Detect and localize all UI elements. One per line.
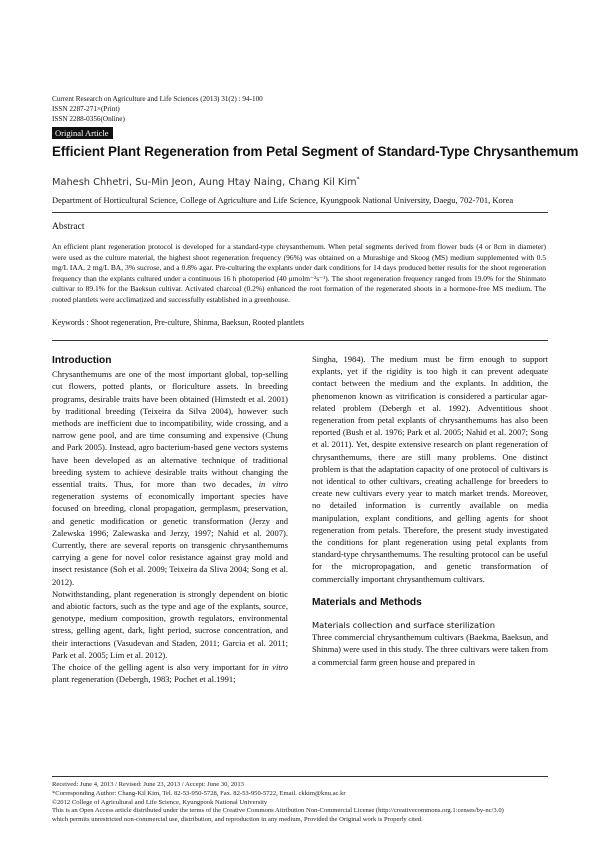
author-list: [52, 176, 360, 188]
issn-print: ISSN 2287-271×(Print): [52, 104, 120, 113]
affiliation: Department of Horticultural Science, College of Agriculture and Life Science, Kyungpook National University, Daegu, 702-701, Korea: [52, 195, 514, 205]
article-type-badge: Original Article: [52, 127, 113, 139]
corresponding-mark: *: [356, 176, 360, 183]
methods-paragraph-1: Three commercial chrysanthemum cultivars (Baekma, Baeksun, and Shinma) were used in this study. The three cultivars were taken from a commercial farm green house and prepared in: [312, 632, 548, 667]
right-column: [312, 353, 548, 668]
paper-title: Efficient Plant Regeneration from Petal Segment of Standard-Type Chrysanthemum: [52, 144, 579, 159]
keywords: Keywords : Shoot regeneration, Pre-culture, Shinma, Baeksun, Rooted plantlets: [52, 318, 305, 327]
author-names: Mahesh Chhetri, Su-Min Jeon, Aung Htay Naing, Chang Kil Kim: [52, 177, 357, 188]
footer-rule: [52, 776, 548, 777]
journal-citation: Current Research on Agriculture and Life Sciences (2013) 31(2) : 94-100: [52, 95, 263, 103]
intro-paragraph-2: Notwithstanding, plant regeneration is strongly dependent on biotic and abiotic factors, such as the type and age of the explants, source, genotype, medium composition, growth regulators, environmental stress, gelling agent, dark, light period, sucrose concentration, and their interactions (Vasudevan and Staden, 2011; Garcia et al. 2011; Park et al. 2005; Lim et al. 2012).: [52, 588, 288, 660]
introduction-heading: Introduction: [52, 355, 112, 366]
journal-header: [52, 95, 263, 124]
intro-paragraph-3: The choice of the gelling agent is also very important for in vitro plant regeneration (Debergh, 1983; Pochet et al.1991;: [52, 662, 288, 685]
intro-paragraph-4: Singha, 1984). The medium must be firm enough to support explants, yet if the rigidity is too high it can prevent adequate contact between the medium and the explants. In addition, the phenomenon known as vitrification is considered a particular agar-related problem (Debergh et al. 1992). Adventitious shoot regeneration from petal explants of chrysanthemums has also been reported (Bush et al. 1976; Park et al. 2005; Nahid et al. 2007; Song et al. 2011). Yet, despite extensive research on plant regeneration of chrysanthemums, there are still many problems. One distinct problem is that the adaptation capacity of one protocol of cultivars is not identical to other cultivars, creating achallenge for breeders to create new cultivars every year to match market trends. Moreover, no detailed information is currently available on media manipulation, explant conditions, and gelling agents for shoot regeneration from petals. Therefore, the present study investigated the conditions for plant regeneration using petal explants from standard-type chrysanthemums. The resulting protocol can be useful for the micropropagation, and genetic transformation of commercially important chrysanthemum cultivars.: [312, 354, 548, 584]
corresponding-author: *Corresponding Author: Chang-Kil Kim, Tel. 82-53-950-5728, Fax. 82-53-950-5722, Email. ckkim@knu.ac.kr: [52, 789, 346, 797]
issn-online: ISSN 2288-0356(Online): [52, 114, 125, 123]
abstract-bottom-rule: [52, 340, 548, 341]
license-line-2: which permits unrestricted non-commercial use, distribution, and reproduction in any medium, Provided the Original work is Properly cited.: [52, 816, 423, 824]
footer: [52, 781, 548, 825]
left-column: [52, 355, 288, 685]
copyright: ©2012 College of Agricultural and Life Science, Kyungpook National University: [52, 798, 268, 806]
received-dates: Received: June 4, 2013 / Revised: June 23, 2013 / Accept: June 30, 2013: [52, 781, 244, 788]
abstract-text: An efficient plant regeneration protocol is developed for a standard-type chrysanthemum. When petal segments derived from flower buds (4 or 8cm in diameter) were used as the culture material, the highest shoot regeneration frequency (96%) was obtained on a Murashige and Skoog (MS) medium supplemented with 0.5 mg/L IAA, 2 mg/L BA, 3% sucrose, and a 0.8% agar. Pre-culturing the explants under dark conditions for 14 days produced better results for the shoot regeneration frequency than the explants cultured under a continuous 16 h photoperiod (40 μmolm⁻²s⁻¹). The shoot regeneration frequency ranged from 19.0% for the Shinmato cultivar to 89.1% for the Baeksun cultivar. Activated charcoal (0.2%) enhanced the root formation of the regenerated shoots in a hormone-free MS medium. The rooted plantlets were acclimatized and successfully established in a greenhouse.: [52, 242, 546, 304]
license-line-1: This is an Open Access article distributed under the terms of the Creative Commons Attribution Non-Commercial License (http://creativecommons.org.1:censes/by-nc/3.0): [52, 807, 504, 815]
methods-subheading: Materials collection and surface sterilization: [312, 620, 495, 631]
methods-heading: Materials and Methods: [312, 596, 422, 608]
abstract-heading: Abstract: [52, 221, 85, 232]
intro-paragraph-1: Chrysanthemums are one of the most important global, top-selling cut flowers, potted plants, or floriculture assets. In breeding programs, desirable traits have been obtained (Himstedt et al. 2001) by traditional breeding (Teixeira da Silva 2004), however such methods are inefficient due to incompatibility, wide crossing, and a narrow gene pool, and are time consuming and expensive (Chung and Park 2005). Instead, agro bacterium-based gene vectors systems have been developed as an alternative technique of traditional breeding system to achieve desirable traits without changing the essential traits. Thus, for more than two decades, in vitro regeneration systems of economically important species have focused on breeding, clonal propagation, germplasm, preservation, and genetic modification or genetic transformation (Jerzy and Zalewska 1996; Zalewaska and Jerzy, 1997; Nahid et al. 2007). Currently, there are several reports on transgenic chrysanthemums carrying a gene for novel color resistance against gray mold and insect resistance (Soh et al. 2009; Teixeira da Sliva 2004; Song et al. 2012).: [52, 369, 288, 587]
abstract-top-rule: [52, 212, 548, 213]
